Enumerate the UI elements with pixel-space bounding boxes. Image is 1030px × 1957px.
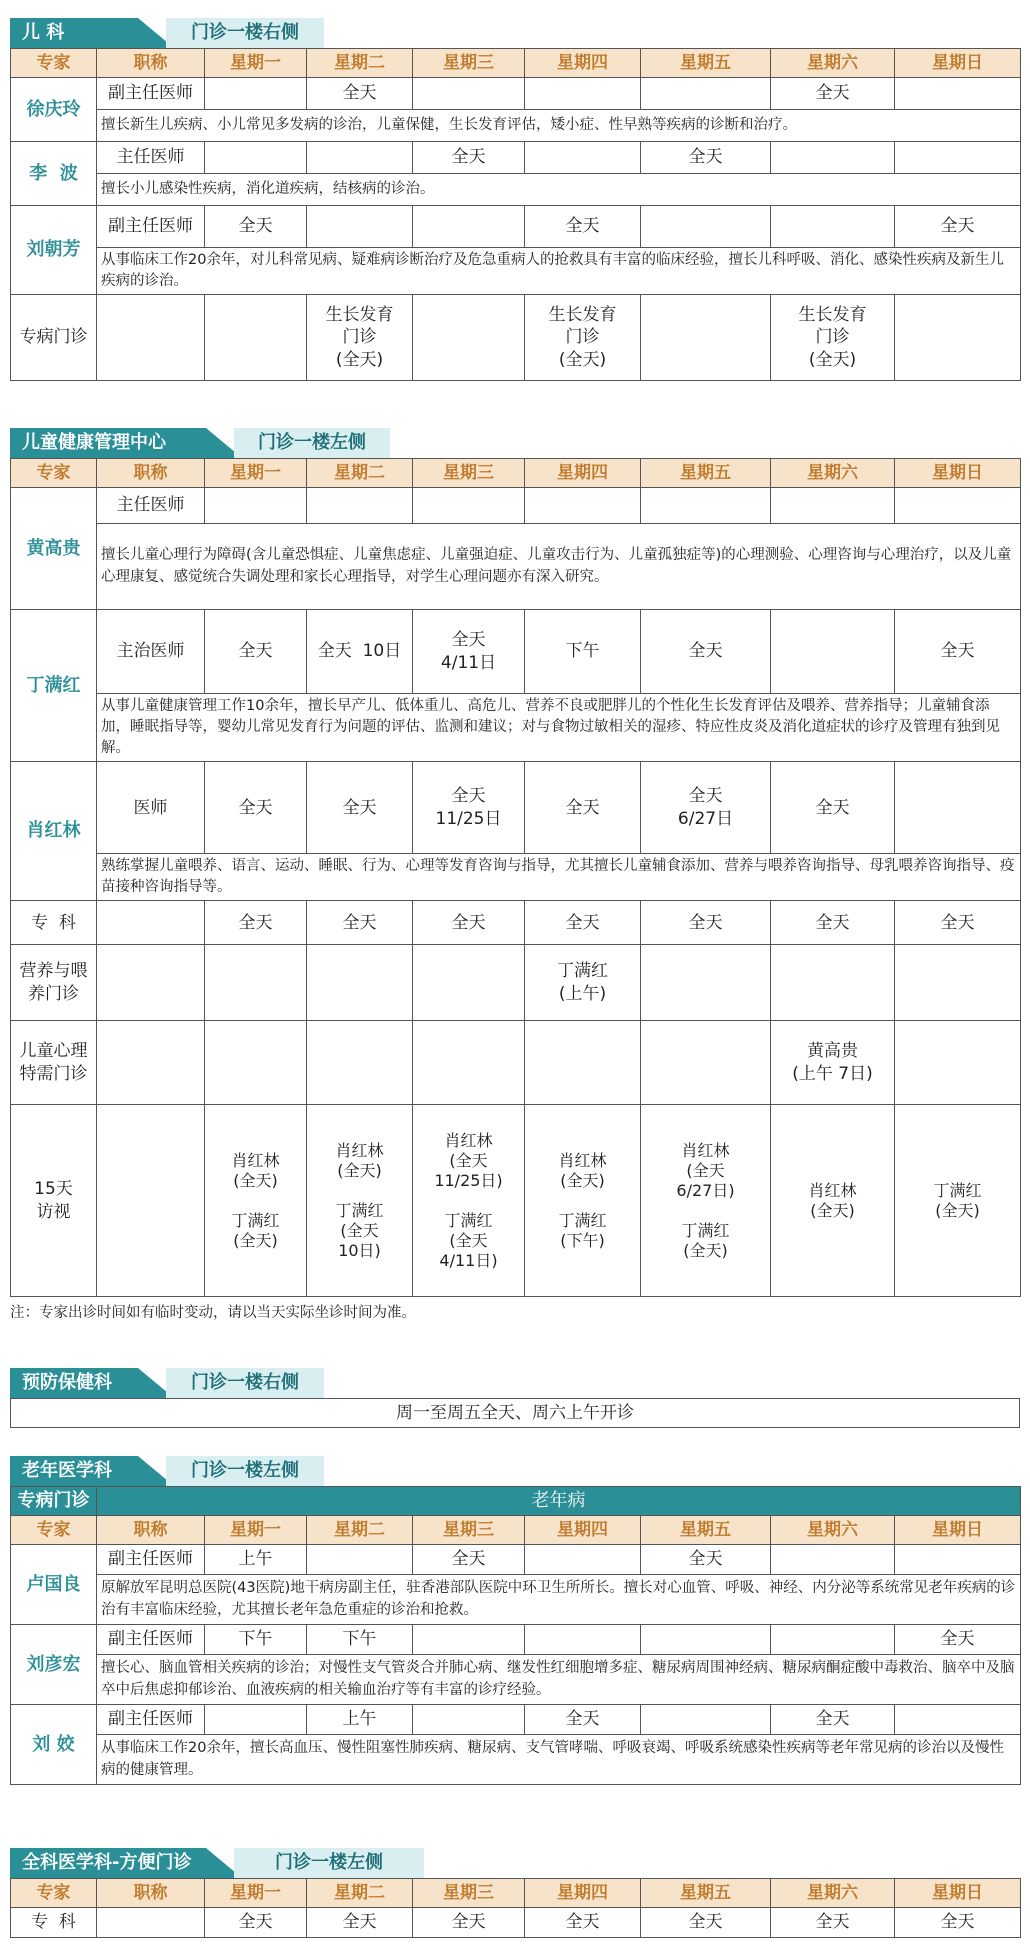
schedule-cell [641, 1625, 771, 1655]
header-day: 星期日 [895, 1879, 1021, 1908]
schedule-cell: 全天 [641, 901, 771, 945]
schedule-cell [97, 1021, 205, 1105]
schedule-cell: 上午 [307, 1705, 413, 1735]
schedule-cell [307, 206, 413, 248]
doctor-name: 徐庆玲 [11, 78, 97, 142]
schedule-cell [895, 945, 1021, 1021]
header-day: 星期二 [307, 1879, 413, 1908]
special-clinic-banner [11, 1487, 1021, 1516]
schedule-cell: 全天 11/25日 [413, 762, 525, 854]
schedule-cell [641, 206, 771, 248]
tab-bar [10, 1368, 1020, 1398]
header-day: 星期三 [413, 1879, 525, 1908]
schedule-cell [413, 1705, 525, 1735]
schedule-cell [413, 78, 525, 110]
schedule-cell: 全天 [307, 762, 413, 854]
header-day: 星期三 [413, 459, 525, 488]
doctor-title: 副主任医师 [97, 1705, 205, 1735]
header-day: 星期五 [641, 49, 771, 78]
schedule-cell: 全天 [205, 610, 307, 694]
header-day: 星期四 [525, 1516, 641, 1545]
schedule-cell [97, 901, 205, 945]
header-day: 星期二 [307, 49, 413, 78]
doctor-title: 副主任医师 [97, 1625, 205, 1655]
schedule-cell: 全天 [413, 1545, 525, 1575]
schedule-cell: 全天 [895, 1908, 1021, 1938]
schedule-cell [307, 1545, 413, 1575]
doctor-title: 副主任医师 [97, 206, 205, 248]
schedule-cell [97, 295, 205, 381]
department-location: 门诊一楼右侧 [166, 18, 324, 48]
schedule-cell [307, 142, 413, 174]
table-row [11, 142, 1021, 174]
clinic-label: 15天 访视 [11, 1105, 97, 1297]
header-day: 星期六 [771, 1516, 895, 1545]
schedule-cell [641, 488, 771, 524]
schedule-cell: 全天 [771, 1908, 895, 1938]
department-name: 儿 科 [10, 18, 138, 48]
schedule-cell [895, 78, 1021, 110]
schedule-cell: 肖红林 (全天) [771, 1105, 895, 1297]
doctor-description: 从事儿童健康管理工作10余年，擅长早产儿、低体重儿、高危儿、营养不良或肥胖儿的个性化生长发育评估及喂养、营养指导；儿童辅食添加，睡眠指导等，婴幼儿常见发育行为问题的评估、监测和建议；对与食物过敏相关的湿疹、特应性皮炎及消化道症状的诊疗及管理有独到见解。 [97, 694, 1021, 762]
clinic-label: 专 科 [11, 1908, 97, 1938]
doctor-description: 擅长小儿感染性疾病，消化道疾病，结核病的诊治。 [97, 174, 1021, 206]
doctor-description: 从事临床工作20余年，擅长高血压、慢性阻塞性肺疾病、糖尿病、支气管哮喘、呼吸衰竭、呼吸系统感染性疾病等老年常见病的诊治以及慢性病的健康管理。 [97, 1735, 1021, 1785]
table-row [11, 1908, 1021, 1938]
table-row [11, 610, 1021, 694]
schedule-cell: 肖红林 (全天) 丁满红 (下午) [525, 1105, 641, 1297]
doctor-description: 熟练掌握儿童喂养、语言、运动、睡眠、行为、心理等发育咨询与指导，尤其擅长儿童辅食添加、营养与喂养咨询指导、母乳喂养咨询指导、疫苗接种咨询指导等。 [97, 854, 1021, 901]
header-day: 星期五 [641, 1879, 771, 1908]
schedule-cell [771, 206, 895, 248]
special-clinic-row [11, 295, 1021, 381]
schedule-cell: 全天 [771, 901, 895, 945]
schedule-cell: 下午 [307, 1625, 413, 1655]
header-day: 星期五 [641, 1516, 771, 1545]
doctor-description: 原解放军昆明总医院(43医院)地干病房副主任，驻香港部队医院中环卫生所所长。擅长对心血管、呼吸、神经、内分泌等系统常见老年疾病的诊治有丰富临床经验，尤其擅长老年急危重症的诊治和抢救。 [97, 1575, 1021, 1625]
schedule-cell: 全天 [205, 206, 307, 248]
schedule-cell: 全天 [307, 1908, 413, 1938]
schedule-cell [413, 206, 525, 248]
schedule-cell: 肖红林 (全天 11/25日) 丁满红 (全天 4/11日) [413, 1105, 525, 1297]
schedule-cell: 全天 [771, 78, 895, 110]
schedule-cell [641, 1021, 771, 1105]
doctor-description: 擅长新生儿疾病、小儿常见多发病的诊治，儿童保健，生长发育评估，矮小症、性早熟等疾病的诊断和治疗。 [97, 110, 1021, 142]
header-day: 星期三 [413, 1516, 525, 1545]
clinic-hours: 周一至周五全天、周六上午开诊 [10, 1398, 1020, 1428]
section-geriatrics [10, 1456, 1020, 1785]
schedule-cell [525, 1021, 641, 1105]
doctor-name: 刘朝芳 [11, 206, 97, 295]
header-title: 职称 [97, 459, 205, 488]
table-row [11, 1625, 1021, 1655]
section-pediatrics [10, 18, 1020, 381]
header-day: 星期五 [641, 459, 771, 488]
schedule-cell [895, 1545, 1021, 1575]
schedule-cell: 全天 4/11日 [413, 610, 525, 694]
schedule-cell [205, 78, 307, 110]
header-day: 星期四 [525, 49, 641, 78]
header-day: 星期四 [525, 459, 641, 488]
schedule-cell [413, 945, 525, 1021]
header-row [11, 1516, 1021, 1545]
schedule-cell: 全天 6/27日 [641, 762, 771, 854]
schedule-cell: 全天 [771, 1705, 895, 1735]
department-location: 门诊一楼右侧 [166, 1368, 324, 1398]
header-expert: 专家 [11, 459, 97, 488]
schedule-cell: 肖红林 (全天) 丁满红 (全天 10日) [307, 1105, 413, 1297]
schedule-cell: 全天 [895, 901, 1021, 945]
table-row [11, 488, 1021, 524]
schedule-cell: 全天 [525, 762, 641, 854]
doctor-description: 擅长儿童心理行为障碍(含儿童恐惧症、儿童焦虑症、儿童强迫症、儿童攻击行为、儿童孤独症等)的心理测验、心理咨询与心理治疗，以及儿童心理康复、感觉统合失调处理和家长心理指导，对学生心理问题亦有深入研究。 [97, 524, 1021, 610]
doctor-name: 黄高贵 [11, 488, 97, 610]
department-name: 儿童健康管理中心 [10, 428, 206, 458]
schedule-cell [205, 945, 307, 1021]
tab-bar [10, 1456, 1020, 1486]
schedule-cell [771, 488, 895, 524]
department-name: 老年医学科 [10, 1456, 138, 1486]
schedule-cell: 全天 10日 [307, 610, 413, 694]
schedule-cell: 全天 [205, 762, 307, 854]
header-day: 星期日 [895, 49, 1021, 78]
schedule-cell: 全天 [525, 1908, 641, 1938]
schedule-cell: 生长发育 门诊 (全天) [525, 295, 641, 381]
schedule-cell: 全天 [771, 762, 895, 854]
schedule-table [10, 458, 1021, 1297]
schedule-cell [895, 1021, 1021, 1105]
table-row [11, 762, 1021, 854]
clinic-label: 儿童心理 特需门诊 [11, 1021, 97, 1105]
doctor-name: 卢国良 [11, 1545, 97, 1625]
schedule-cell [525, 488, 641, 524]
header-title: 职称 [97, 1879, 205, 1908]
doctor-title: 医师 [97, 762, 205, 854]
header-day: 星期日 [895, 1516, 1021, 1545]
schedule-cell: 生长发育 门诊 (全天) [307, 295, 413, 381]
doctor-name: 李 波 [11, 142, 97, 206]
schedule-cell [413, 295, 525, 381]
doctor-title: 主治医师 [97, 610, 205, 694]
schedule-cell [413, 1021, 525, 1105]
schedule-cell: 丁满红 (上午) [525, 945, 641, 1021]
schedule-cell [97, 1908, 205, 1938]
department-name: 全科医学科-方便门诊 [10, 1848, 206, 1878]
schedule-cell: 全天 [895, 610, 1021, 694]
header-row [11, 459, 1021, 488]
schedule-cell: 全天 [641, 1545, 771, 1575]
schedule-cell: 下午 [525, 610, 641, 694]
schedule-note: 注：专家出诊时间如有临时变动，请以当天实际坐诊时间为准。 [10, 1305, 416, 1322]
header-title: 职称 [97, 49, 205, 78]
schedule-cell: 全天 [413, 1908, 525, 1938]
schedule-cell [641, 1705, 771, 1735]
schedule-table [10, 48, 1021, 381]
schedule-table [10, 1878, 1021, 1938]
tab-bar [10, 428, 1020, 458]
schedule-cell [895, 488, 1021, 524]
schedule-table [10, 1486, 1021, 1785]
schedule-cell [641, 78, 771, 110]
schedule-cell: 全天 [525, 1705, 641, 1735]
clinic-label: 营养与喂 养门诊 [11, 945, 97, 1021]
department-location: 门诊一楼左侧 [166, 1456, 324, 1486]
department-name: 预防保健科 [10, 1368, 138, 1398]
header-title: 职称 [97, 1516, 205, 1545]
header-day: 星期六 [771, 1879, 895, 1908]
schedule-cell [413, 1625, 525, 1655]
schedule-cell [525, 1625, 641, 1655]
schedule-cell: 全天 [641, 142, 771, 174]
doctor-description: 擅长心、脑血管相关疾病的诊治；对慢性支气管炎合并肺心病、继发性红细胞增多症、糖尿病周围神经病、糖尿病酮症酸中毒救治、脑卒中及脑卒中后焦虑抑郁诊治、血液疾病的相关输血治疗等有丰富的诊疗经验。 [97, 1655, 1021, 1705]
schedule-cell: 全天 [641, 610, 771, 694]
table-row [11, 1705, 1021, 1735]
schedule-cell: 全天 [641, 1908, 771, 1938]
header-day: 星期一 [205, 1516, 307, 1545]
header-row [11, 1879, 1021, 1908]
schedule-cell: 黄高贵 (上午 7日) [771, 1021, 895, 1105]
special-clinic-label: 专病门诊 [11, 295, 97, 381]
schedule-cell: 下午 [205, 1625, 307, 1655]
header-day: 星期三 [413, 49, 525, 78]
schedule-cell: 全天 [307, 901, 413, 945]
schedule-cell: 生长发育 门诊 (全天) [771, 295, 895, 381]
schedule-cell: 全天 [205, 901, 307, 945]
header-day: 星期一 [205, 459, 307, 488]
schedule-cell: 全天 [307, 78, 413, 110]
doctor-title: 主任医师 [97, 488, 205, 524]
table-row [11, 206, 1021, 248]
header-expert: 专家 [11, 1879, 97, 1908]
schedule-cell [205, 142, 307, 174]
doctor-title: 副主任医师 [97, 78, 205, 110]
tab-bar [10, 1848, 1020, 1878]
schedule-cell: 全天 [895, 1625, 1021, 1655]
header-day: 星期四 [525, 1879, 641, 1908]
schedule-cell: 全天 [413, 142, 525, 174]
schedule-cell [771, 945, 895, 1021]
table-row [11, 1545, 1021, 1575]
schedule-cell [771, 142, 895, 174]
schedule-cell: 肖红林 (全天) 丁满红 (全天) [205, 1105, 307, 1297]
header-row [11, 49, 1021, 78]
special-clinic-row [11, 1105, 1021, 1297]
schedule-cell [525, 1545, 641, 1575]
schedule-cell [205, 1705, 307, 1735]
schedule-cell [771, 610, 895, 694]
doctor-name: 刘 姣 [11, 1705, 97, 1785]
schedule-cell [771, 1545, 895, 1575]
header-expert: 专家 [11, 49, 97, 78]
header-day: 星期二 [307, 459, 413, 488]
doctor-title: 主任医师 [97, 142, 205, 174]
header-expert: 专家 [11, 1516, 97, 1545]
schedule-cell: 全天 [525, 206, 641, 248]
schedule-cell [205, 1021, 307, 1105]
schedule-cell: 全天 [413, 901, 525, 945]
header-day: 星期六 [771, 459, 895, 488]
special-clinic-row [11, 945, 1021, 1021]
schedule-cell [97, 1105, 205, 1297]
schedule-cell [205, 488, 307, 524]
header-day: 星期一 [205, 1879, 307, 1908]
section-preventive-care [10, 1368, 1020, 1428]
section-general-practice [10, 1848, 1020, 1938]
tab-bar [10, 18, 1020, 48]
schedule-cell [895, 142, 1021, 174]
schedule-cell [307, 488, 413, 524]
schedule-cell: 全天 [205, 1908, 307, 1938]
schedule-cell [525, 78, 641, 110]
doctor-title: 副主任医师 [97, 1545, 205, 1575]
doctor-name: 丁满红 [11, 610, 97, 762]
table-row [11, 78, 1021, 110]
doctor-name: 肖红林 [11, 762, 97, 901]
schedule-cell [895, 295, 1021, 381]
header-day: 星期一 [205, 49, 307, 78]
header-day: 星期二 [307, 1516, 413, 1545]
special-clinic-row [11, 901, 1021, 945]
doctor-description: 从事临床工作20余年，对儿科常见病、疑难病诊断治疗及危急重病人的抢救具有丰富的临床经验，擅长儿科呼吸、消化、感染性疾病及新生儿疾病的诊治。 [97, 248, 1021, 295]
special-clinic-label: 专病门诊 [11, 1487, 97, 1516]
schedule-cell [205, 295, 307, 381]
schedule-cell [525, 142, 641, 174]
schedule-cell [307, 945, 413, 1021]
schedule-cell: 全天 [895, 206, 1021, 248]
schedule-cell [413, 488, 525, 524]
doctor-name: 刘彦宏 [11, 1625, 97, 1705]
department-location: 门诊一楼左侧 [234, 1848, 424, 1878]
schedule-cell [771, 1625, 895, 1655]
section-child-health [10, 428, 1020, 1322]
special-clinic-name: 老年病 [97, 1487, 1021, 1516]
special-clinic-row [11, 1021, 1021, 1105]
header-day: 星期六 [771, 49, 895, 78]
schedule-cell [641, 295, 771, 381]
schedule-cell [895, 1705, 1021, 1735]
schedule-cell [307, 1021, 413, 1105]
schedule-cell [641, 945, 771, 1021]
header-day: 星期日 [895, 459, 1021, 488]
schedule-cell: 丁满红 (全天) [895, 1105, 1021, 1297]
clinic-label: 专 科 [11, 901, 97, 945]
schedule-cell [97, 945, 205, 1021]
schedule-cell: 肖红林 (全天 6/27日) 丁满红 (全天) [641, 1105, 771, 1297]
schedule-cell: 上午 [205, 1545, 307, 1575]
schedule-cell: 全天 [525, 901, 641, 945]
department-location: 门诊一楼左侧 [234, 428, 390, 458]
schedule-cell [895, 762, 1021, 854]
